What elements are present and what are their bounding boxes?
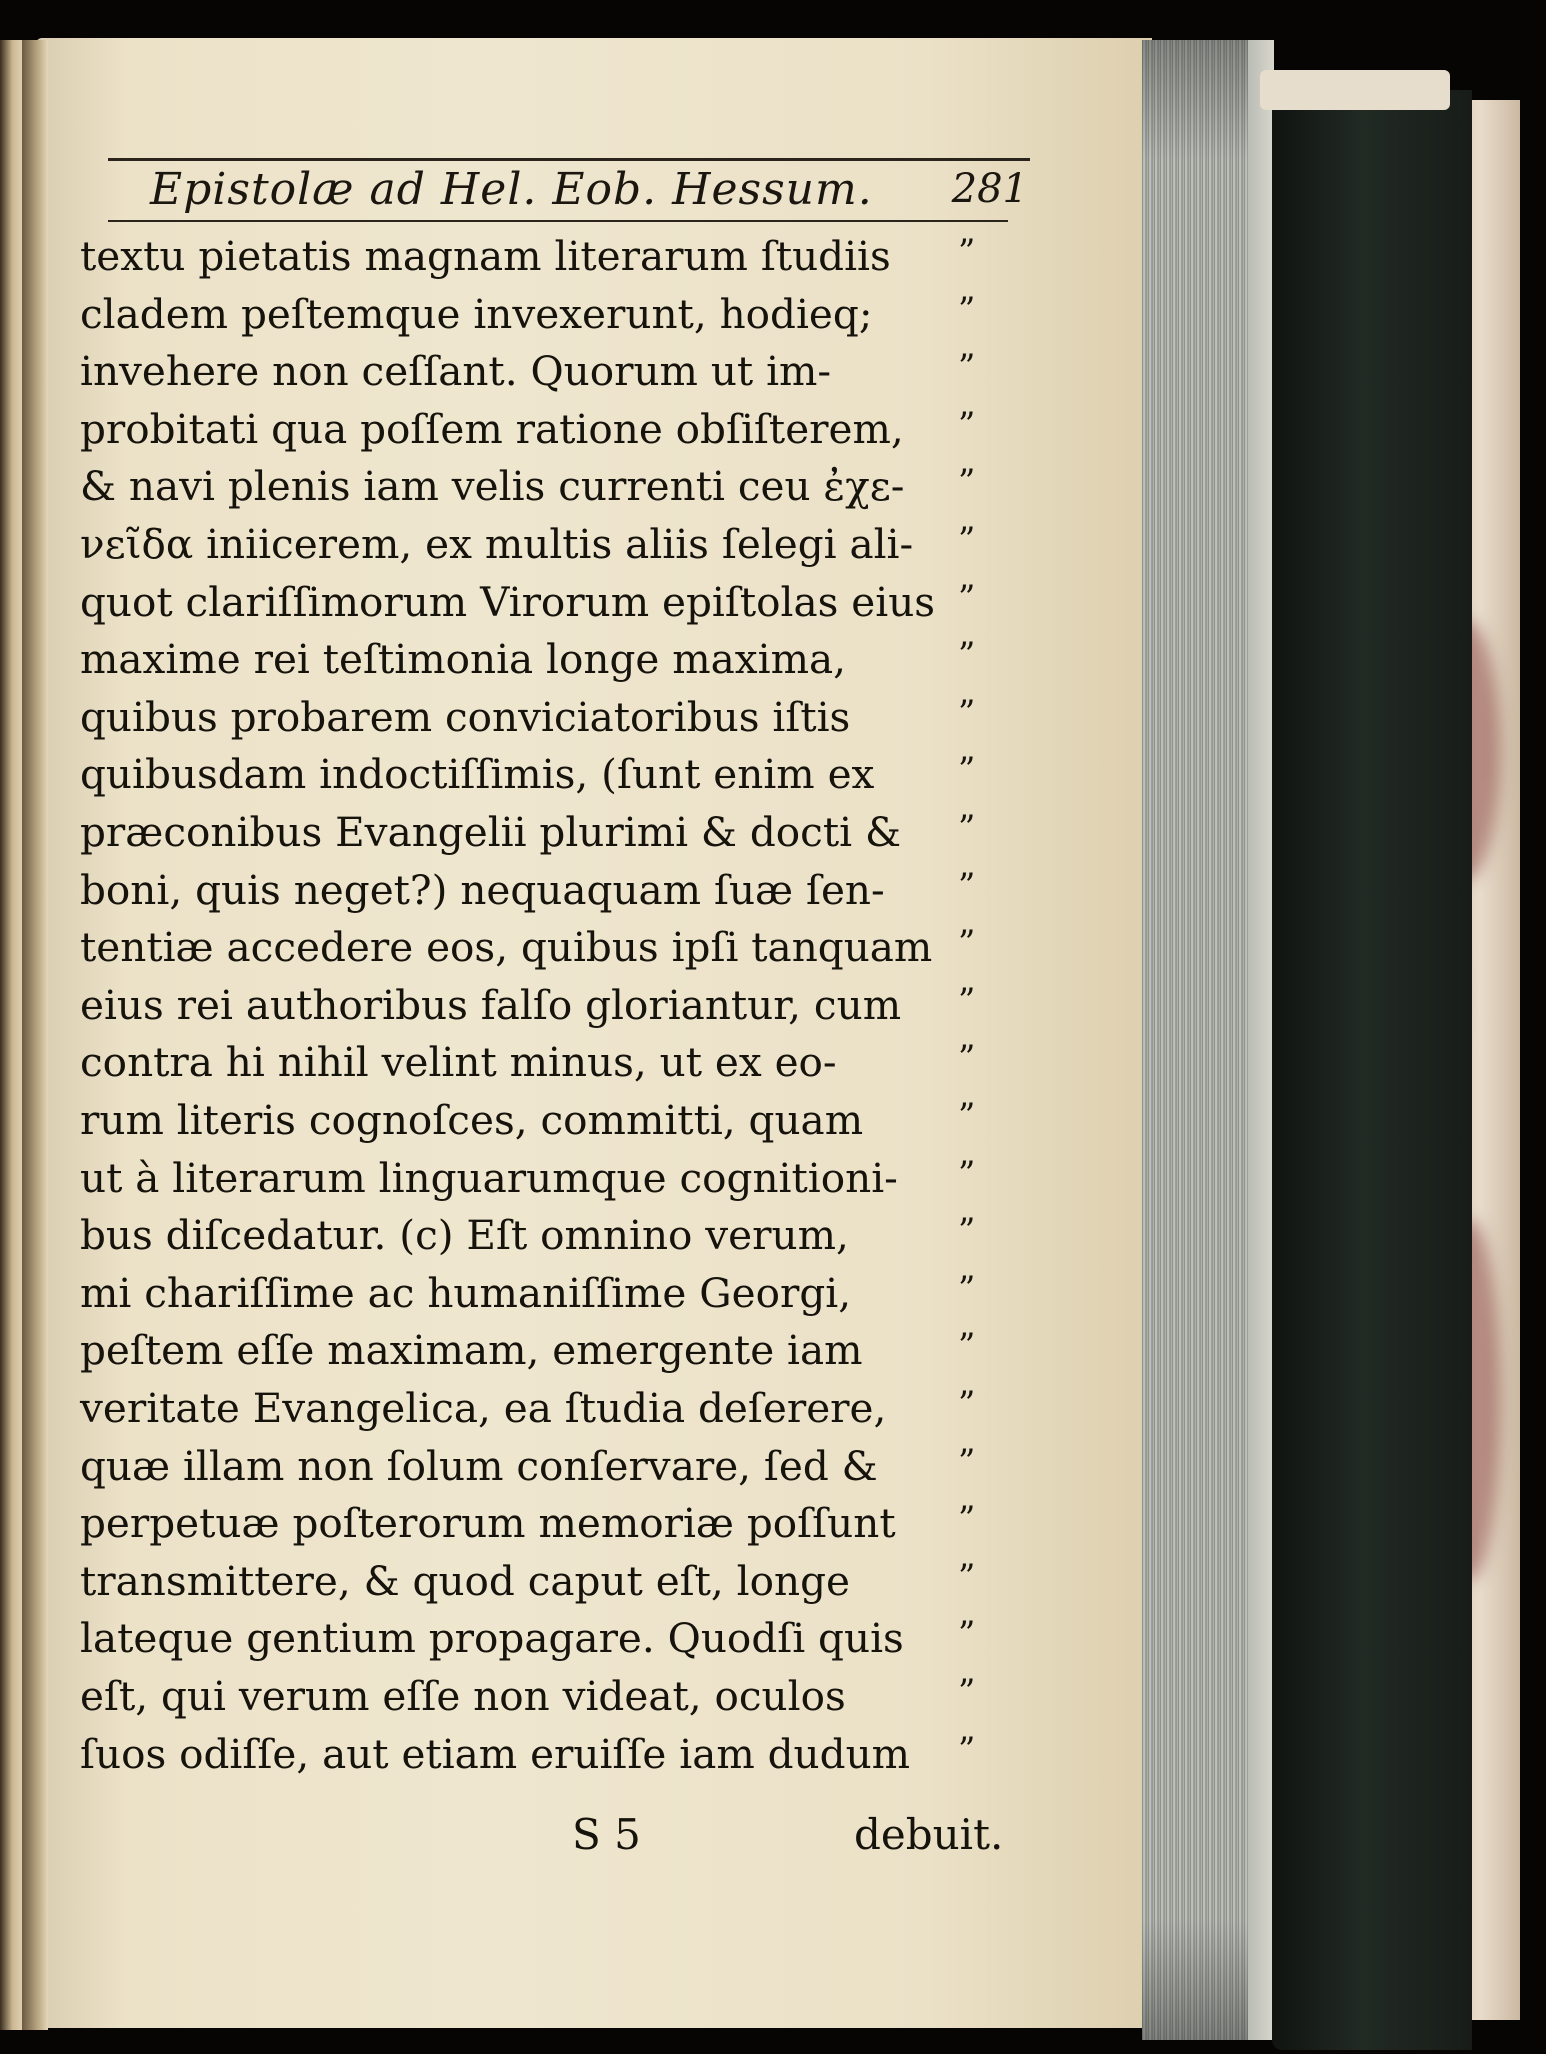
back-cover — [1272, 90, 1472, 2050]
text-line-content: rum literis cognoſces, committi, quam — [80, 1096, 864, 1144]
text-line — [80, 1038, 1040, 1092]
marginal-quote-mark: ” — [958, 232, 974, 272]
text-line-content: quibus probarem conviciatoribus iſtis — [80, 692, 851, 741]
text-line-content: νεῖδα iniicerem, ex multis aliis ſelegi ali- — [80, 520, 914, 568]
text-line-content: eſt, qui verum eſſe non videat, oculos — [80, 1672, 846, 1720]
marginal-quote-mark: ” — [958, 1268, 974, 1309]
text-line — [80, 1672, 1040, 1726]
marginal-quote-mark: ” — [958, 347, 974, 388]
text-line-content: textu pietatis magnam literarum ſtudiis — [80, 232, 891, 280]
text-line — [80, 1096, 1040, 1150]
text-line — [80, 405, 1040, 459]
text-line-content: quot clariſſimorum Virorum epiſtolas eius — [80, 577, 936, 626]
text-line-content: transmittere, & quod caput eſt, longe — [80, 1556, 850, 1605]
marginal-quote-mark: ” — [958, 1384, 974, 1424]
text-line — [80, 1211, 1040, 1265]
text-line-content: quæ illam non ſolum conſervare, ſed & — [80, 1441, 878, 1490]
cover-top-edge — [1260, 70, 1450, 110]
marginal-quote-mark: ” — [958, 750, 974, 791]
text-line — [80, 1614, 1040, 1668]
text-line-content: probitati qua poſſem ratione obſiſterem, — [80, 404, 904, 453]
text-line — [80, 1269, 1040, 1323]
text-line — [80, 1730, 1040, 1784]
marginal-quote-mark: ” — [958, 520, 974, 560]
text-line — [80, 1384, 1040, 1438]
header-rule-top — [108, 158, 1030, 161]
marginal-quote-mark: ” — [958, 1153, 974, 1194]
marginal-quote-mark: ” — [958, 404, 974, 445]
text-line — [80, 462, 1040, 516]
marginal-quote-mark: ” — [958, 1499, 974, 1540]
text-line-content: quibusdam indoctiſſimis, (ſunt enim ex — [80, 750, 875, 799]
marginal-quote-mark: ” — [958, 1556, 974, 1597]
text-line — [80, 808, 1040, 862]
text-line-content: boni, quis neget?) nequaquam ſuæ ſen- — [80, 865, 885, 914]
text-line-content: & navi plenis iam velis currenti ceu ἐχε- — [80, 462, 905, 511]
text-line — [80, 923, 1040, 977]
text-line-content: ſuos odiſſe, aut etiam eruiſſe iam dudum — [80, 1729, 911, 1778]
marginal-quote-mark: ” — [958, 980, 974, 1021]
marginal-quote-mark: ” — [958, 1326, 974, 1367]
text-line-content: præconibus Evangelii plurimi & docti & — [80, 808, 901, 856]
text-line — [80, 290, 1040, 344]
text-line — [80, 347, 1040, 401]
marginal-quote-mark: ” — [958, 635, 974, 676]
binding-gutter — [22, 40, 48, 2030]
marginal-quote-mark: ” — [958, 1729, 974, 1770]
text-line-content: cladem peſtemque invexerunt, hodieq; — [80, 289, 873, 338]
text-line — [80, 693, 1040, 747]
marginal-quote-mark: ” — [958, 692, 974, 733]
marginal-quote-mark: ” — [958, 1038, 974, 1079]
text-line — [80, 750, 1040, 804]
marginal-quote-mark: ” — [958, 1441, 974, 1482]
text-line — [80, 232, 1040, 286]
text-line — [80, 635, 1040, 689]
page-number: 281 — [951, 166, 1028, 212]
text-line-content: eius rei authoribus falſo gloriantur, cum — [80, 980, 902, 1029]
running-head: Epistolæ ad Hel. Eob. Hessum. — [150, 164, 873, 215]
text-line — [80, 520, 1040, 574]
marginal-quote-mark: ” — [958, 808, 974, 848]
text-line-content: lateque gentium propagare. Quodſi quis — [80, 1614, 904, 1663]
marginal-quote-mark: ” — [958, 1096, 974, 1136]
text-line — [80, 1499, 1040, 1553]
text-line — [80, 578, 1040, 632]
marginal-quote-mark: ” — [958, 462, 974, 503]
text-line — [80, 1557, 1040, 1611]
text-line-content: contra hi nihil velint minus, ut ex eo- — [80, 1038, 837, 1087]
header-rule-bottom — [108, 220, 1008, 222]
text-line-content: veritate Evangelica, ea ſtudia deſerere, — [80, 1384, 887, 1432]
text-line-content: maxime rei teſtimonia longe maxima, — [80, 635, 846, 684]
text-line-content: mi chariſſime ac humaniſſime Georgi, — [80, 1268, 852, 1317]
text-line-content: ut à literarum linguarumque cognitioni- — [80, 1153, 898, 1202]
text-line — [80, 866, 1040, 920]
text-line-content: invehere non ceſſant. Quorum ut im- — [80, 347, 832, 396]
page-block-edges — [1142, 40, 1250, 2040]
text-line-content: bus diſcedatur. (c) Eſt omnino verum, — [80, 1211, 849, 1260]
marginal-quote-mark: ” — [958, 865, 974, 906]
page-edge-shadow — [1248, 40, 1274, 2040]
marginal-quote-mark: ” — [958, 1614, 974, 1655]
text-line-content: peſtem eſſe maximam, emergente iam — [80, 1326, 863, 1375]
marginal-quote-mark: ” — [958, 289, 974, 330]
catchword: debuit. — [854, 1810, 1004, 1859]
text-line — [80, 1326, 1040, 1380]
text-line — [80, 1442, 1040, 1496]
marginal-quote-mark: ” — [958, 577, 974, 618]
marginal-quote-mark: ” — [958, 1211, 974, 1252]
marginal-quote-mark: ” — [958, 923, 974, 964]
text-line — [80, 981, 1040, 1035]
marginal-quote-mark: ” — [958, 1672, 974, 1712]
text-line-content: tentiæ accedere eos, quibus ipſi tanquam — [80, 923, 933, 972]
text-line-content: perpetuæ poſterorum memoriæ poſſunt — [80, 1499, 896, 1548]
signature-mark: S 5 — [572, 1810, 641, 1859]
text-line — [80, 1154, 1040, 1208]
